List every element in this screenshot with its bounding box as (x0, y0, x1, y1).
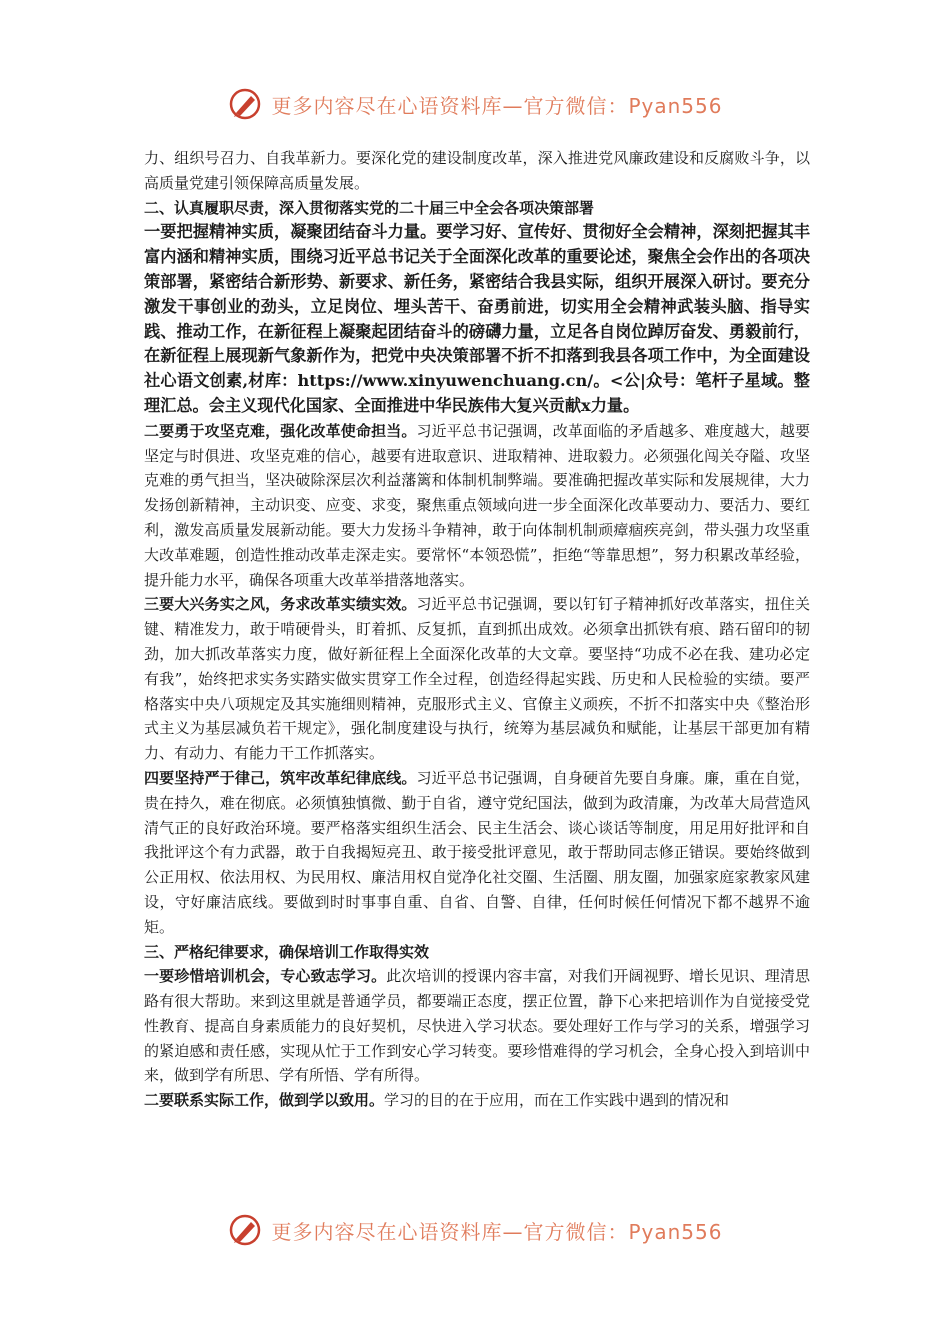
paragraph-1: 力、组织号召力、自我革新力。要深化党的建设制度改革，深入推进党风廉政建设和反腐败斗争，以高质量党建引领保障高质量发展。 (144, 149, 810, 192)
paragraph-5: 三要大兴务实之风，务求改革实绩实效。习近平总书记强调，要以钉钉子精神抓好改革落实，扭住关键、精准发力，敢于啃硬骨头，盯着抓、反复抓，直到抓出成效。必须拿出抓铁有痕、踏石留印的韧劲，加大抓改革落实力度，做好新征程上全面深化改革的大文章。要坚持“功成不必在我、建功必定有我”，始终把求实务实踏实做实贯穿工作全过程，创造经得起实践、历史和人民检验的实绩。要严格落实中央八项规定及其实施细则精神，克服形式主义、官僚主义顽疾，不折不扣落实中央《整治形式主义为基层减负若干规定》，强化制度建设与执行，统筹为基层减负和赋能，让基层干部更加有精力、有动力、有能力干工作抓落实。 (144, 595, 810, 763)
watermark-text-top: 更多内容尽在心语资料库—官方微信：Pyan556 (271, 93, 723, 118)
paragraph-4: 二要勇于攻坚克难，强化改革使命担当。习近平总书记强调，改革面临的矛盾越多、难度越大，越要坚定与时俱进、攻坚克难的信心，越要有进取意识、进取精神、进取毅力。必须强化闯关夺隘、攻坚克难的勇气担当，坚决破除深层次利益藩篱和体制机制弊端。要准确把握改革实际和发展规律，大力发扬创新精神，主动识变、应变、求变，聚焦重点领域向进一步全面深化改革要动力、要活力、要红利，激发高质量发展新动能。要大力发扬斗争精神，敢于向体制机制顽瘴痼疾亮剑，带头强力攻坚重大改革难题，创造性推动改革走深走实。要常怀“本领恐慌”，拒绝“等靠思想”，努力积累改革经验，提升能力水平，确保各项重大改革举措落地落实。 (144, 421, 810, 589)
document-body (144, 146, 810, 1113)
section-heading-2: 二、认真履职尽责，深入贯彻落实党的二十届三中全会各项决策部署 (144, 198, 595, 217)
section-heading-3: 三、严格纪律要求，确保培训工作取得实效 (144, 942, 430, 961)
watermark-text-bottom: 更多内容尽在心语资料库—官方微信：Pyan556 (271, 1219, 723, 1244)
paragraph-8: 一要珍惜培训机会，专心致志学习。此次培训的授课内容丰富，对我们开阔视野、增长见识、理清思路有很大帮助。来到这里就是普通学员，都要端正态度，摆正位置，静下心来把培训作为自觉接受党性教育、提高自身素质能力的良好契机，尽快进入学习状态。要处理好工作与学习的关系，增强学习的紧迫感和责任感，实现从忙于工作到安心学习转变。要珍惜难得的学习机会，全身心投入到培训中来，做到学有所思、学有所悟、学有所得。 (144, 967, 810, 1085)
paragraph-3: 一要把握精神实质，凝聚团结奋斗力量。要学习好、宣传好、贯彻好全会精神，深刻把握其丰富内涵和精神实质，围绕习近平总书记关于全面深化改革的重要论述，聚焦全会作出的各项决策部署，紧密结合新形势、新要求、新任务，紧密结合我县实际，组织开展深入研讨。要充分激发干事创业的劲头，立足岗位、埋头苦干、奋勇前进，切实用全会精神武装头脑、指导实践、推动工作，在新征程上凝聚起团结奋斗的磅礴力量，立足各自岗位踔厉奋发、勇毅前行，在新征程上展现新气象新作为，把党中央决策部署不折不扣落到我县各项工作中，为全面建设社心语文创素,材库：https://www.xinyuwenchuang.cn/。<公|众号：笔杆子星域。整理汇总。会主义现代化国家、全面推进中华民族伟大复兴贡献x力量。 (144, 222, 810, 415)
watermark-banner-top (0, 82, 950, 126)
pen-nib-logo-icon (227, 86, 263, 122)
watermark-banner-bottom (0, 1208, 950, 1252)
paragraph-9: 二要联系实际工作，做到学以致用。学习的目的在于应用，而在工作实践中遇到的情况和 (144, 1091, 730, 1110)
pen-nib-logo-icon (227, 1212, 263, 1248)
paragraph-6: 四要坚持严于律己，筑牢改革纪律底线。习近平总书记强调，自身硬首先要自身廉。廉，重在自觉，贵在持久，难在彻底。必须慎独慎微、勤于自省，遵守党纪国法，做到为政清廉，为改革大局营造风清气正的良好政治环境。要严格落实组织生活会、民主生活会、谈心谈话等制度，用足用好批评和自我批评这个有力武器，敢于自我揭短亮丑、敢于接受批评意见，敢于帮助同志修正错误。要始终做到公正用权、依法用权、为民用权、廉洁用权自觉净化社交圈、生活圈、朋友圈，加强家庭家教家风建设，守好廉洁底线。要做到时时事事自重、自省、自警、自律，任何时候任何情况下都不越界不逾矩。 (144, 768, 810, 936)
